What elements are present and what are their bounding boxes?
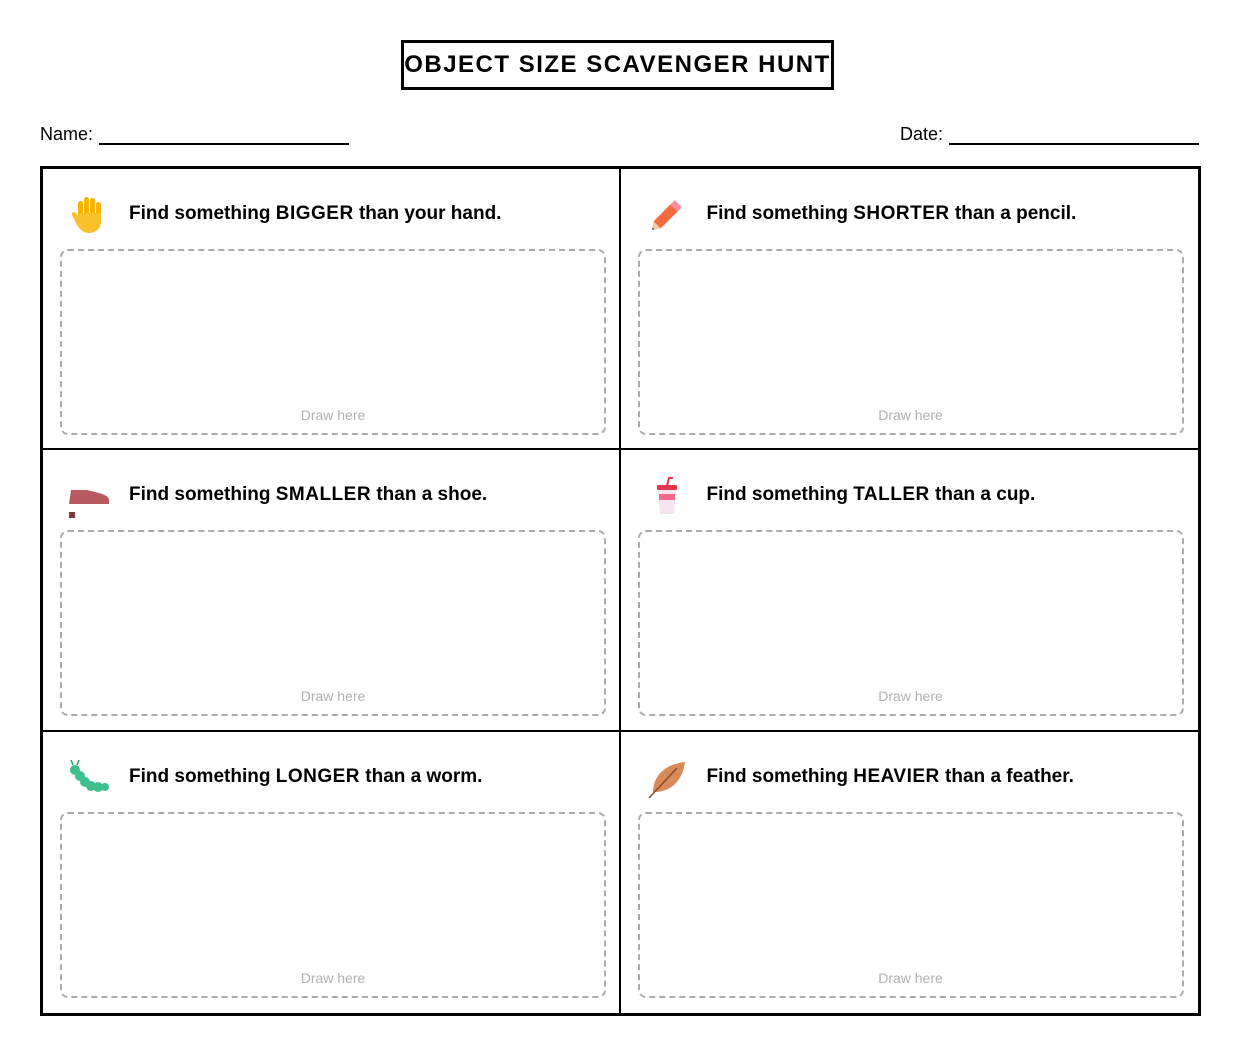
feather-icon	[645, 756, 689, 800]
name-line[interactable]	[99, 129, 349, 145]
drawing-area[interactable]	[638, 812, 1184, 998]
shoe-icon	[67, 474, 111, 518]
drawing-area[interactable]	[638, 530, 1184, 716]
draw-placeholder: Draw here	[878, 407, 943, 423]
pencil-icon	[645, 193, 689, 237]
task-prompt: Find something SHORTER than a pencil.	[706, 203, 1077, 224]
scavenger-grid	[40, 166, 1201, 1016]
draw-placeholder: Draw here	[878, 969, 943, 986]
date-field	[900, 124, 1199, 145]
draw-placeholder: Draw here	[878, 688, 943, 705]
task-cell-taller	[621, 450, 1199, 731]
date-label: Date:	[900, 124, 944, 144]
name-field	[40, 124, 349, 145]
drawing-area[interactable]	[60, 530, 606, 716]
task-cell-bigger	[43, 169, 621, 450]
raised-hand-icon	[67, 193, 111, 237]
draw-placeholder: Draw here	[300, 969, 366, 986]
cup-with-straw-icon	[645, 474, 689, 518]
task-prompt: Find something SMALLER than a shoe.	[129, 484, 488, 506]
task-prompt: Find something HEAVIER than a feather.	[706, 765, 1074, 787]
task-prompt: Find something LONGER than a worm.	[129, 765, 483, 787]
name-label: Name:	[40, 124, 94, 144]
task-cell-longer	[43, 732, 621, 1013]
task-prompt: Find something TALLER than a cup.	[706, 484, 1036, 506]
date-line[interactable]	[949, 129, 1199, 145]
draw-placeholder: Draw here	[300, 688, 366, 705]
draw-placeholder: Draw here	[300, 407, 366, 423]
worm-icon	[67, 756, 111, 800]
task-prompt: Find something BIGGER than your hand.	[129, 203, 502, 224]
drawing-area[interactable]	[638, 249, 1184, 435]
worksheet-title: OBJECT SIZE SCAVENGER HUNT	[401, 40, 834, 90]
drawing-area[interactable]	[60, 249, 606, 435]
task-cell-smaller	[43, 450, 621, 731]
task-cell-heavier	[621, 732, 1199, 1013]
task-cell-shorter	[621, 169, 1199, 450]
drawing-area[interactable]	[60, 812, 606, 998]
